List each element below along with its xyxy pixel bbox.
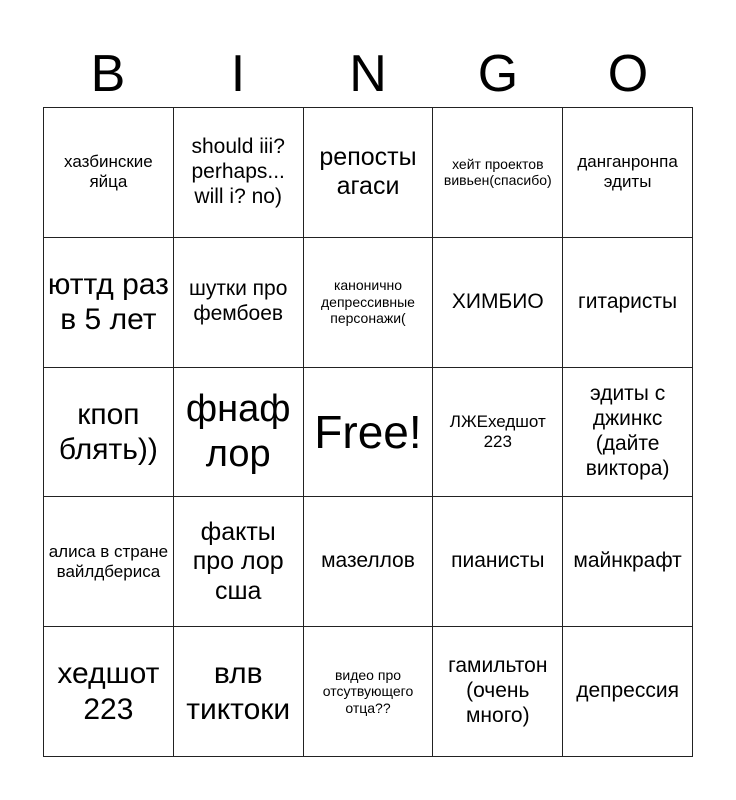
cell-text: шутки про фембоев xyxy=(188,277,288,326)
header-letter-i: I xyxy=(230,45,246,103)
bingo-cell-r2c4[interactable] xyxy=(433,238,563,368)
cell-text: фнаф лор xyxy=(185,388,291,475)
bingo-cell-r2c5[interactable] xyxy=(563,238,693,368)
cell-text: данганронпа эдиты xyxy=(577,152,678,192)
bingo-cell-r1c5[interactable] xyxy=(563,108,693,238)
cell-text: ХИМБИО xyxy=(451,289,544,313)
bingo-cell-r1c2[interactable] xyxy=(174,108,304,238)
cell-text: гитаристы xyxy=(578,289,678,313)
bingo-cell-r3c1[interactable] xyxy=(44,368,174,498)
bingo-cell-r3c5[interactable] xyxy=(563,368,693,498)
cell-text: репосты агаси xyxy=(319,142,417,201)
cell-text: эдиты с джинкс (дайте виктора) xyxy=(585,382,670,480)
cell-text: влв тиктоки xyxy=(186,657,291,726)
bingo-board xyxy=(43,107,693,757)
cell-text: майнкрафт xyxy=(573,549,682,573)
bingo-cell-r1c1[interactable] xyxy=(44,108,174,238)
bingo-header xyxy=(43,40,693,108)
bingo-cell-r4c3[interactable] xyxy=(304,497,434,627)
bingo-cell-r5c4[interactable] xyxy=(433,627,563,757)
bingo-cell-r2c2[interactable] xyxy=(174,238,304,368)
cell-text: факты про лор сша xyxy=(192,517,284,605)
cell-text: видео про отсутвующего отца?? xyxy=(322,666,414,716)
cell-text: кпоп блять)) xyxy=(58,397,158,466)
cell-text: алиса в стране вайлдбериса xyxy=(48,541,169,581)
bingo-cell-r4c4[interactable] xyxy=(433,497,563,627)
bingo-cell-r4c1[interactable] xyxy=(44,497,174,627)
cell-text: хедшот 223 xyxy=(57,657,160,726)
cell-text: мазеллов xyxy=(321,549,415,573)
cell-text: пианисты xyxy=(451,549,545,573)
bingo-cell-r2c1[interactable] xyxy=(44,238,174,368)
bingo-cell-r5c1[interactable] xyxy=(44,627,174,757)
free-space-text: Free! xyxy=(314,405,422,458)
cell-text: гамильтон (очень много) xyxy=(448,654,548,727)
bingo-cell-r1c3[interactable] xyxy=(304,108,434,238)
bingo-cell-r2c3[interactable] xyxy=(304,238,434,368)
header-letter-b: B xyxy=(90,45,126,103)
cell-text: канонично депрессивные персонажи( xyxy=(321,277,415,327)
bingo-cell-r4c2[interactable] xyxy=(174,497,304,627)
bingo-cell-r3c2[interactable] xyxy=(174,368,304,498)
bingo-cell-free[interactable] xyxy=(304,368,434,498)
header-letter-g: G xyxy=(477,45,519,103)
header-letter-o: O xyxy=(607,45,649,103)
bingo-cell-r5c5[interactable] xyxy=(563,627,693,757)
bingo-cell-r4c5[interactable] xyxy=(563,497,693,627)
bingo-cell-r5c3[interactable] xyxy=(304,627,434,757)
cell-text: юттд раз в 5 лет xyxy=(47,267,169,337)
cell-text: хазбинские яйца xyxy=(64,152,153,192)
cell-text: хейт проектов вивьен(спасибо) xyxy=(443,155,552,189)
bingo-cell-r5c2[interactable] xyxy=(174,627,304,757)
cell-text: ЛЖЕхедшот 223 xyxy=(449,411,546,451)
cell-text: депрессия xyxy=(576,679,679,703)
bingo-cell-r1c4[interactable] xyxy=(433,108,563,238)
bingo-cell-r3c4[interactable] xyxy=(433,368,563,498)
header-letter-n: N xyxy=(349,45,387,103)
cell-text: should iii? perhaps... will i? no) xyxy=(191,135,285,208)
